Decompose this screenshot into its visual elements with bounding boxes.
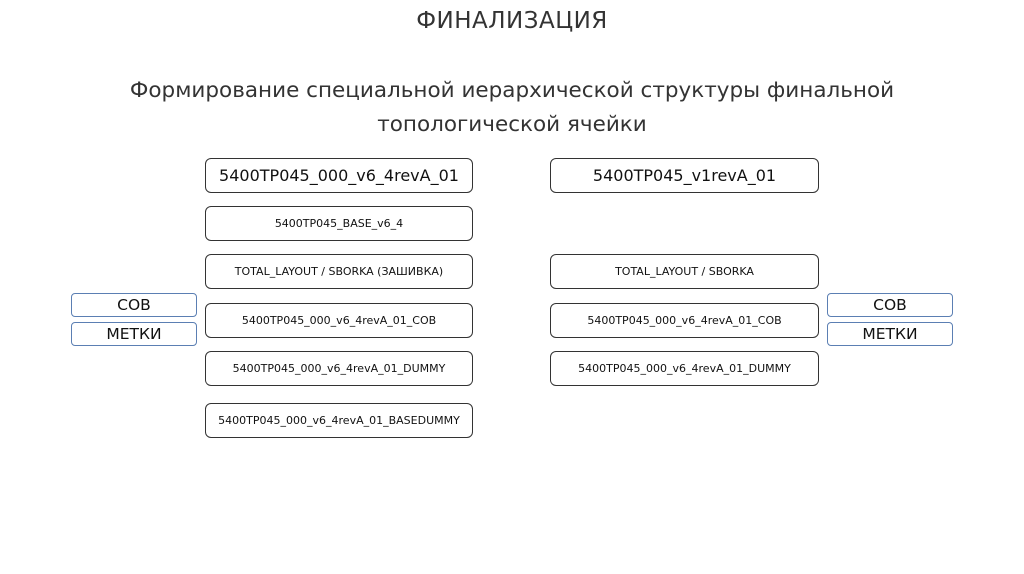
slide-title: ФИНАЛИЗАЦИЯ: [416, 8, 608, 34]
left-item-basedummy: 5400ТР045_000_v6_4revA_01_BASEDUMMY: [205, 403, 473, 438]
left-tag-cob: СОВ: [71, 293, 197, 317]
left-item-base: 5400ТР045_BASE_v6_4: [205, 206, 473, 241]
left-item-total-layout: TOTAL_LAYOUT / SBORKA (ЗАШИВКА): [205, 254, 473, 289]
right-item-cob: 5400ТР045_000_v6_4revA_01_COB: [550, 303, 819, 338]
slide-subtitle-line1: Формирование специальной иерархической структуры финальной: [129, 78, 895, 103]
right-header-box: 5400ТР045_v1revA_01: [550, 158, 819, 193]
right-item-total-layout: TOTAL_LAYOUT / SBORKA: [550, 254, 819, 289]
left-tag-metki: МЕТКИ: [71, 322, 197, 346]
left-item-dummy: 5400ТР045_000_v6_4revA_01_DUMMY: [205, 351, 473, 386]
right-item-dummy: 5400ТР045_000_v6_4revA_01_DUMMY: [550, 351, 819, 386]
left-item-cob: 5400ТР045_000_v6_4revA_01_COB: [205, 303, 473, 338]
slide-subtitle-line2: топологической ячейки: [377, 112, 647, 137]
left-header-box: 5400ТР045_000_v6_4revA_01: [205, 158, 473, 193]
right-tag-cob: СОВ: [827, 293, 953, 317]
right-tag-metki: МЕТКИ: [827, 322, 953, 346]
